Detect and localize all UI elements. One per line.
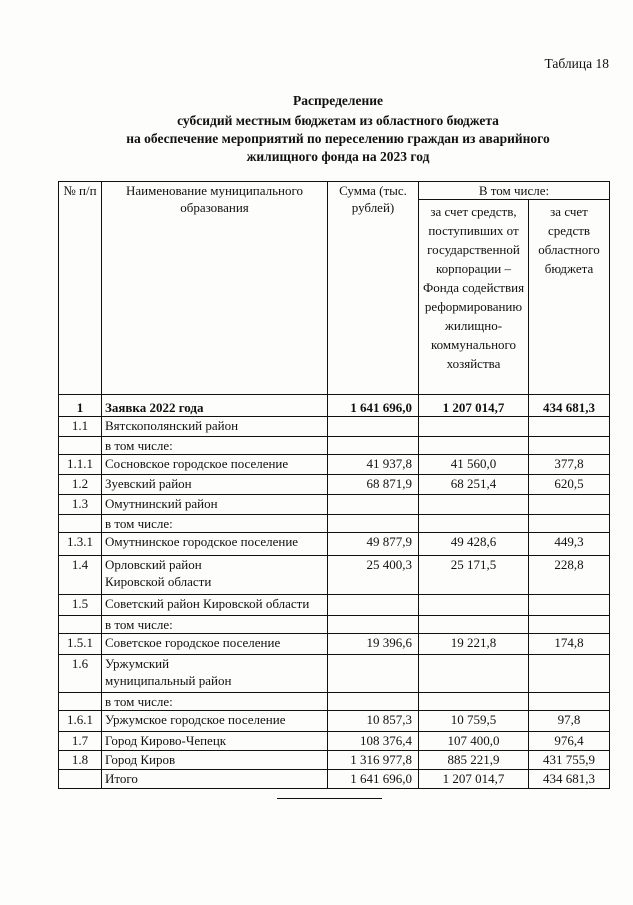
row-name: Уржумский муниципальный район [102, 655, 328, 693]
row-sum: 108 376,4 [328, 732, 419, 751]
row-name: Омутнинский район [102, 495, 328, 515]
table-row [59, 437, 610, 455]
row-fund: 68 251,4 [419, 475, 529, 495]
row-sum: 10 857,3 [328, 711, 419, 732]
header-name: Наименование муниципального образования [102, 182, 328, 395]
row-name: в том числе: [102, 437, 328, 455]
row-number [59, 693, 102, 711]
row-number [59, 770, 102, 789]
row-sum [328, 616, 419, 634]
row-number [59, 616, 102, 634]
table-row [59, 595, 610, 616]
table-row [59, 655, 610, 693]
row-sum: 68 871,9 [328, 475, 419, 495]
row-sum: 1 316 977,8 [328, 751, 419, 770]
row-sum: 25 400,3 [328, 556, 419, 595]
title-line-1: Распределение [292, 93, 384, 108]
subsidy-table [58, 181, 610, 789]
table-row [59, 495, 610, 515]
row-fund [419, 616, 529, 634]
row-region [529, 595, 610, 616]
row-fund [419, 655, 529, 693]
title-line-2: субсидий местным бюджетам из областного бюджета [177, 113, 499, 128]
row-region [529, 616, 610, 634]
row-number: 1.3.1 [59, 533, 102, 556]
row-number: 1.1.1 [59, 455, 102, 475]
row-number: 1.2 [59, 475, 102, 495]
row-sum [328, 693, 419, 711]
table-row [59, 711, 610, 732]
row-name: Омутнинское городское поселение [102, 533, 328, 556]
row-number: 1.7 [59, 732, 102, 751]
row-name: Советское городское поселение [102, 634, 328, 655]
row-region [529, 437, 610, 455]
row-region: 434 681,3 [529, 395, 610, 417]
header-fund: за счет средств, поступивших от государственной корпорации – Фонда содействия реформированию жилищно-коммунального хозяйства [419, 200, 529, 395]
table-row [59, 455, 610, 475]
row-fund: 41 560,0 [419, 455, 529, 475]
row-region: 449,3 [529, 533, 610, 556]
header-incl: В том числе: [419, 182, 610, 200]
row-region: 620,5 [529, 475, 610, 495]
row-sum [328, 655, 419, 693]
row-region [529, 417, 610, 437]
row-name: Город Киров [102, 751, 328, 770]
table-row [59, 533, 610, 556]
row-number: 1 [59, 395, 102, 417]
row-name: Сосновское городское поселение [102, 455, 328, 475]
row-fund [419, 437, 529, 455]
row-fund: 1 207 014,7 [419, 395, 529, 417]
header-region: за счет средств областного бюджета [529, 200, 610, 395]
row-number: 1.5 [59, 595, 102, 616]
row-region: 431 755,9 [529, 751, 610, 770]
row-region: 228,8 [529, 556, 610, 595]
row-sum [328, 515, 419, 533]
row-name: Заявка 2022 года [102, 395, 328, 417]
row-fund [419, 693, 529, 711]
row-fund: 1 207 014,7 [419, 770, 529, 789]
row-name: Город Кирово-Чепецк [102, 732, 328, 751]
row-sum: 49 877,9 [328, 533, 419, 556]
row-sum [328, 595, 419, 616]
row-name: в том числе: [102, 693, 328, 711]
table-number-label: Таблица 18 [544, 56, 609, 71]
row-region [529, 495, 610, 515]
row-number: 1.5.1 [59, 634, 102, 655]
row-fund [419, 595, 529, 616]
row-name: Уржумское городское поселение [102, 711, 328, 732]
row-number: 1.4 [59, 556, 102, 595]
table-row [59, 693, 610, 711]
row-sum: 1 641 696,0 [328, 770, 419, 789]
title-line-4: жилищного фонда на 2023 год [246, 149, 430, 164]
row-name: Зуевский район [102, 475, 328, 495]
bottom-separator-line [277, 798, 382, 799]
row-fund: 885 221,9 [419, 751, 529, 770]
row-region: 434 681,3 [529, 770, 610, 789]
row-name: Итого [102, 770, 328, 789]
table-row [59, 732, 610, 751]
row-name: Орловский район Кировской области [102, 556, 328, 595]
row-sum: 19 396,6 [328, 634, 419, 655]
row-name: в том числе: [102, 515, 328, 533]
row-sum [328, 495, 419, 515]
row-region: 174,8 [529, 634, 610, 655]
title-line-3: на обеспечение мероприятий по переселению граждан из аварийного [126, 131, 550, 146]
row-fund [419, 515, 529, 533]
table-row [59, 417, 610, 437]
table-row [59, 751, 610, 770]
row-region [529, 515, 610, 533]
row-name: Вятскополянский район [102, 417, 328, 437]
row-number: 1.6 [59, 655, 102, 693]
row-fund: 10 759,5 [419, 711, 529, 732]
row-region: 976,4 [529, 732, 610, 751]
row-fund: 107 400,0 [419, 732, 529, 751]
row-sum: 1 641 696,0 [328, 395, 419, 417]
row-name: в том числе: [102, 616, 328, 634]
table-row [59, 616, 610, 634]
row-sum [328, 437, 419, 455]
row-region [529, 655, 610, 693]
row-number: 1.1 [59, 417, 102, 437]
row-region: 377,8 [529, 455, 610, 475]
row-number: 1.3 [59, 495, 102, 515]
header-row-1 [59, 182, 610, 200]
row-fund: 25 171,5 [419, 556, 529, 595]
table-row [59, 634, 610, 655]
row-name: Советский район Кировской области [102, 595, 328, 616]
row-fund [419, 495, 529, 515]
table-row [59, 556, 610, 595]
document-title [40, 92, 633, 166]
row-fund: 49 428,6 [419, 533, 529, 556]
row-fund: 19 221,8 [419, 634, 529, 655]
table-row [59, 475, 610, 495]
table-row [59, 770, 610, 789]
header-sum: Сумма (тыс. рублей) [328, 182, 419, 395]
table-row [59, 515, 610, 533]
row-region [529, 693, 610, 711]
row-number [59, 515, 102, 533]
row-region: 97,8 [529, 711, 610, 732]
row-fund [419, 417, 529, 437]
table-row [59, 395, 610, 417]
row-number: 1.6.1 [59, 711, 102, 732]
row-sum: 41 937,8 [328, 455, 419, 475]
header-num: № п/п [59, 182, 102, 395]
row-sum [328, 417, 419, 437]
row-number [59, 437, 102, 455]
row-number: 1.8 [59, 751, 102, 770]
